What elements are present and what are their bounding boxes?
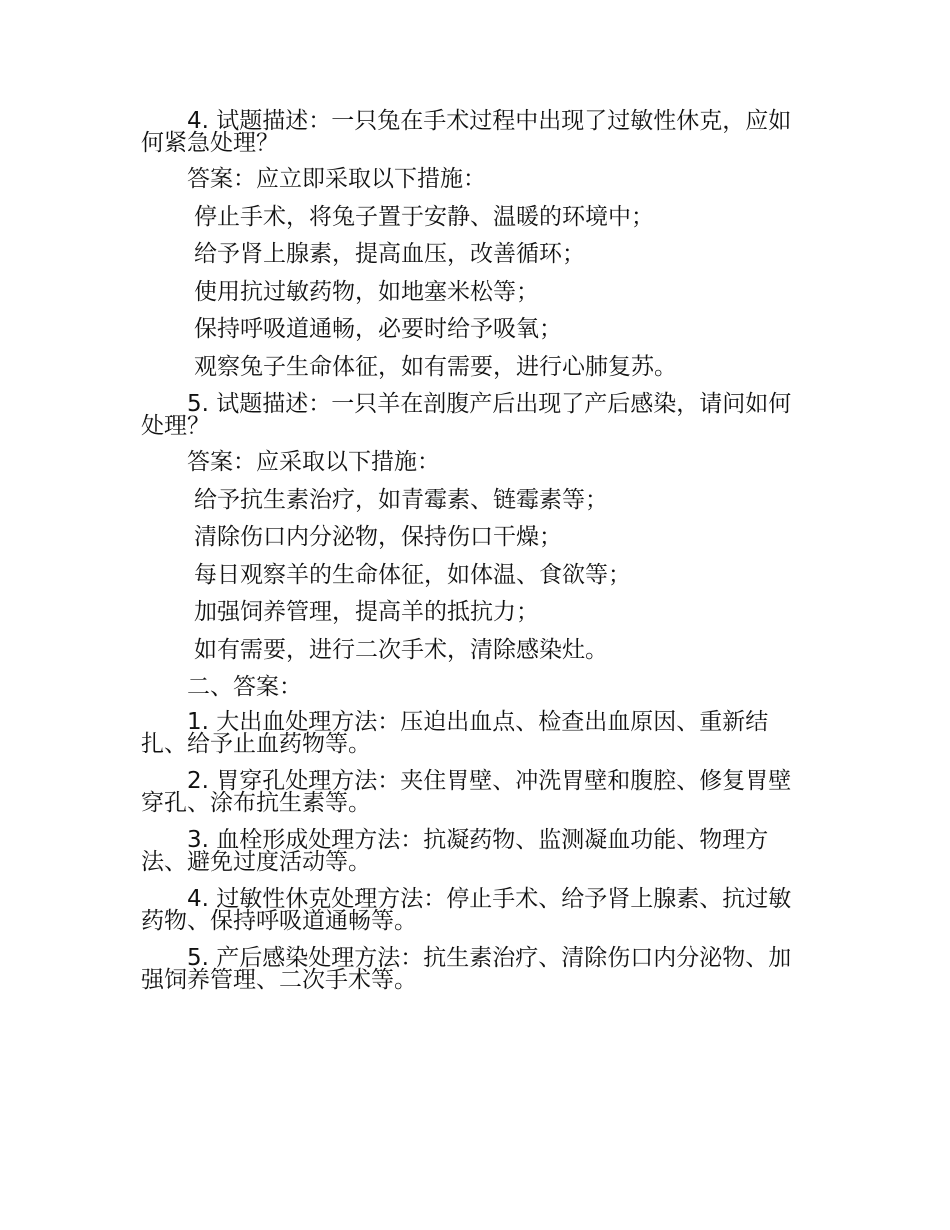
q5-step-5: 如有需要，进行二次手术，清除感染灶。: [194, 637, 608, 663]
q4-step-1: 停止手术，将兔子置于安静、温暖的环境中；: [194, 204, 654, 230]
q4-step-3: 使用抗过敏药物，如地塞米松等；: [194, 279, 539, 305]
q4-description: 4. 试题描述：一只兔在手术过程中出现了过敏性休克，应如何紧急处理？: [141, 108, 792, 156]
q4-step-4: 保持呼吸道通畅，必要时给予吸氧；: [194, 316, 562, 342]
q5-step-4: 加强饲养管理，提高羊的抵抗力；: [194, 599, 539, 625]
section2-heading: 二、答案：: [187, 674, 302, 700]
q5-step-2: 清除伤口内分泌物，保持伤口干燥；: [194, 524, 562, 550]
q4-step-5: 观察兔子生命体征，如有需要，进行心肺复苏。: [194, 354, 677, 380]
q5-answer-intro: 答案：应采取以下措施：: [187, 449, 440, 475]
q5-step-3: 每日观察羊的生命体征，如体温、食欲等；: [194, 562, 631, 588]
q5-description: 5. 试题描述：一只羊在剖腹产后出现了产后感染，请问如何处理？: [141, 391, 792, 439]
q4-step-2: 给予肾上腺素，提高血压，改善循环；: [194, 241, 585, 267]
section2-item-2: 2. 胃穿孔处理方法：夹住胃壁、冲洗胃壁和腹腔、修复胃壁穿孔、涂布抗生素等。: [141, 768, 792, 816]
section2-item-1: 1. 大出血处理方法：压迫出血点、检查出血原因、重新结扎、给予止血药物等。: [141, 709, 769, 757]
section2-item-4: 4. 过敏性休克处理方法：停止手术、给予肾上腺素、抗过敏药物、保持呼吸道通畅等。: [141, 886, 792, 934]
section2-item-5: 5. 产后感染处理方法：抗生素治疗、清除伤口内分泌物、加强饲养管理、二次手术等。: [141, 945, 792, 993]
q4-answer-intro: 答案：应立即采取以下措施：: [187, 166, 486, 192]
section2-item-3: 3. 血栓形成处理方法：抗凝药物、监测凝血功能、物理方法、避免过度活动等。: [141, 827, 769, 875]
q5-step-1: 给予抗生素治疗，如青霉素、链霉素等；: [194, 487, 608, 513]
